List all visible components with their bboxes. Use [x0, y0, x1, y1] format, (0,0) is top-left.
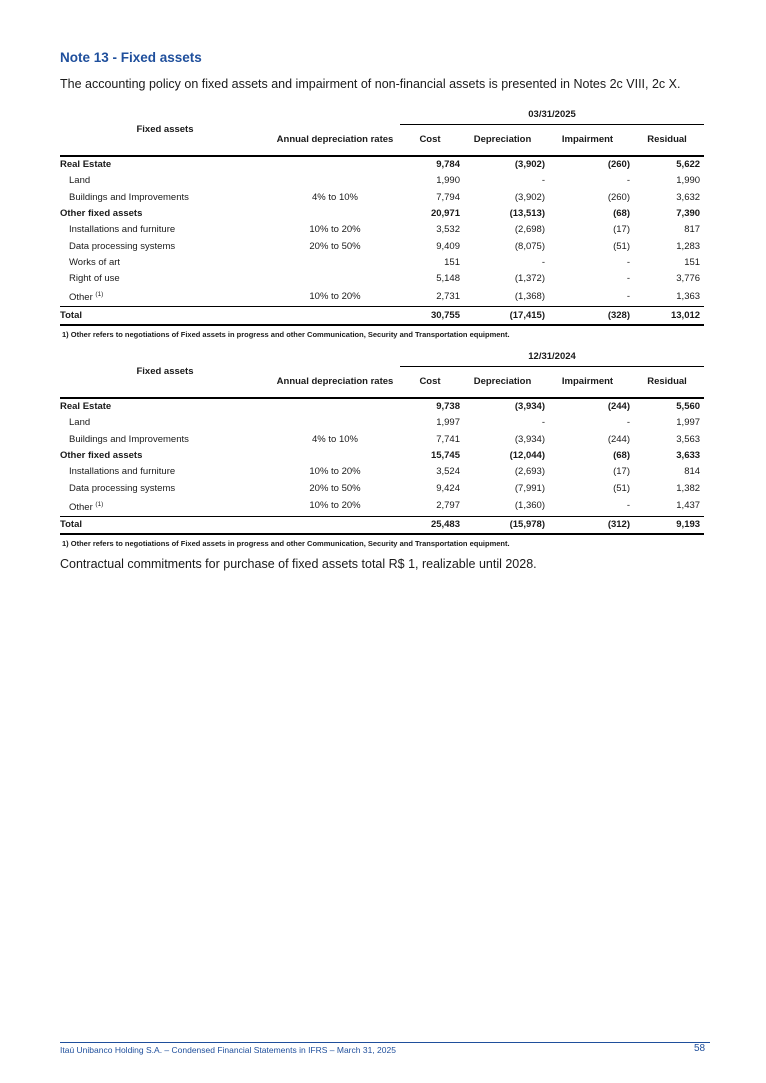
row-depreciation: -: [541, 417, 545, 429]
row-impairment: (68): [613, 208, 630, 220]
row-rate: 10% to 20%: [309, 290, 361, 302]
row-depreciation: (1,368): [514, 290, 545, 302]
row-impairment: (260): [607, 191, 630, 203]
row-rate: [270, 156, 400, 173]
row-residual: 1,990: [676, 175, 701, 187]
row-cost: 3,524: [436, 466, 460, 478]
header-residual: Residual: [630, 125, 704, 157]
row-impairment: (51): [613, 240, 630, 252]
row-label: Other fixed assets: [60, 208, 143, 220]
row-depreciation: (13,513): [509, 208, 545, 220]
row-residual: 13,012: [630, 307, 704, 325]
row-impairment: (17): [613, 466, 630, 478]
row-impairment: (260): [607, 159, 630, 171]
row-label: Installations and furniture: [69, 224, 176, 236]
row-label: Data processing systems: [69, 482, 176, 494]
row-label: Real Estate: [60, 159, 112, 171]
row-residual: 3,632: [676, 191, 701, 203]
row-impairment: -: [626, 290, 630, 302]
row-rate: [270, 206, 400, 222]
row-impairment: -: [626, 417, 630, 429]
table-row: [60, 271, 704, 287]
header-cost: Cost: [400, 125, 460, 157]
footer-company-text: Itaú Unibanco Holding S.A. – Condensed Financial Statements in IFRS – March 31, 2025: [60, 1045, 396, 1055]
row-label: Land: [69, 175, 91, 187]
row-depreciation: (12,044): [509, 450, 545, 462]
row-cost: 25,483: [400, 516, 460, 534]
row-residual: 5,622: [676, 159, 701, 171]
row-label: Buildings and Improvements: [69, 433, 189, 445]
row-residual: 7,390: [676, 208, 701, 220]
header-impairment: Impairment: [545, 125, 630, 157]
row-residual: 5,560: [676, 401, 701, 413]
row-impairment: (17): [613, 224, 630, 236]
table-row: [60, 464, 704, 480]
row-depreciation: (1,360): [514, 500, 545, 512]
row-depreciation: (17,415): [460, 307, 545, 325]
fixed-assets-table-2024: [60, 346, 704, 548]
total-row: [60, 516, 704, 534]
row-rate: [270, 255, 400, 271]
row-impairment: (312): [545, 516, 630, 534]
row-rate: [270, 516, 400, 534]
row-depreciation: -: [541, 175, 545, 187]
row-label: Right of use: [69, 273, 120, 285]
row-label: Total: [60, 516, 270, 534]
header-date: 12/31/2024: [400, 346, 704, 367]
row-residual: 1,382: [676, 482, 701, 494]
row-impairment: (244): [607, 401, 630, 413]
table-row: [60, 222, 704, 238]
table-row: [60, 156, 704, 173]
table-row: [60, 190, 704, 206]
row-label: Data processing systems: [69, 240, 176, 252]
row-rate: [270, 271, 400, 287]
table-row: [60, 432, 704, 448]
row-cost: 151: [444, 256, 460, 268]
row-cost: 1,997: [436, 417, 460, 429]
footnote-marker: (1): [95, 291, 104, 299]
row-label: Other $^{(1)}$: [69, 500, 104, 513]
row-label: Real Estate: [60, 401, 112, 413]
table-footnote: 1) Other refers to negotiations of Fixed assets in progress and other Communication, Security and Transportation equipment.: [62, 329, 510, 339]
row-residual: 3,563: [676, 433, 701, 445]
table-row: [60, 238, 704, 254]
header-impairment: Impairment: [545, 367, 630, 399]
row-residual: 1,437: [676, 500, 701, 512]
row-cost: 3,532: [436, 224, 460, 236]
row-depreciation: (3,902): [514, 191, 545, 203]
row-depreciation: (7,991): [514, 482, 545, 494]
row-rate: [270, 307, 400, 325]
row-rate: [270, 415, 400, 431]
row-residual: 1,363: [676, 290, 701, 302]
header-annual-depreciation-rates: Annual depreciation rates: [270, 367, 400, 399]
row-rate: 20% to 50%: [309, 482, 361, 494]
row-residual: 814: [684, 466, 701, 478]
table-row: [60, 287, 704, 307]
commitments-paragraph: Contractual commitments for purchase of fixed assets total R$ 1, realizable until 2028.: [60, 557, 537, 571]
row-rate: [270, 173, 400, 189]
row-rate: 10% to 20%: [309, 466, 361, 478]
page-title: Note 13 - Fixed assets: [60, 50, 202, 65]
row-cost: 9,784: [436, 159, 460, 171]
row-residual: 1,283: [676, 240, 701, 252]
row-depreciation: (1,372): [514, 273, 545, 285]
row-cost: 9,424: [436, 482, 460, 494]
intro-paragraph: The accounting policy on fixed assets and impairment of non-financial assets is presented in Notes 2c VIII, 2c X.: [60, 77, 681, 91]
row-cost: 7,741: [436, 433, 460, 445]
row-cost: 2,797: [436, 500, 460, 512]
row-label: Other fixed assets: [60, 450, 143, 462]
row-depreciation: (8,075): [514, 240, 545, 252]
row-depreciation: (3,934): [514, 433, 545, 445]
row-cost: 20,971: [430, 208, 460, 220]
row-depreciation: (15,978): [460, 516, 545, 534]
table-row: [60, 206, 704, 222]
row-impairment: (51): [613, 482, 630, 494]
table-row: [60, 173, 704, 189]
header-annual-depreciation-rates: Annual depreciation rates: [270, 125, 400, 157]
row-label: Works of art: [69, 256, 121, 268]
footnote-marker: (1): [95, 500, 104, 508]
row-rate: 10% to 20%: [309, 224, 361, 236]
row-residual: 3,776: [676, 273, 701, 285]
row-cost: 2,731: [436, 290, 460, 302]
row-impairment: -: [626, 273, 630, 285]
row-cost: 1,990: [436, 175, 460, 187]
table-row: [60, 415, 704, 431]
row-depreciation: -: [541, 256, 545, 268]
row-cost: 9,738: [436, 401, 460, 413]
table-row: [60, 497, 704, 517]
row-rate: 4% to 10%: [312, 433, 358, 445]
header-depreciation: Depreciation: [460, 125, 545, 157]
row-label: Land: [69, 417, 91, 429]
row-cost: 5,148: [436, 273, 460, 285]
row-depreciation: (2,693): [514, 466, 545, 478]
row-residual: 1,997: [676, 417, 701, 429]
row-residual: 3,633: [676, 450, 701, 462]
table-row: [60, 480, 704, 496]
total-row: [60, 307, 704, 325]
row-residual: 817: [684, 224, 701, 236]
row-impairment: -: [626, 500, 630, 512]
row-rate: 10% to 20%: [309, 500, 361, 512]
header-fixed-assets: Fixed assets: [60, 104, 270, 156]
row-label: Total: [60, 307, 270, 325]
header-date: 03/31/2025: [400, 104, 704, 125]
row-impairment: -: [626, 175, 630, 187]
row-cost: 7,794: [436, 191, 460, 203]
row-rate: 4% to 10%: [312, 191, 358, 203]
row-depreciation: (3,902): [514, 159, 545, 171]
row-impairment: (328): [545, 307, 630, 325]
row-label: Installations and furniture: [69, 466, 176, 478]
page-number: 58: [694, 1043, 706, 1054]
row-residual: 9,193: [630, 516, 704, 534]
row-impairment: (68): [613, 450, 630, 462]
row-impairment: (244): [607, 433, 630, 445]
header-cost: Cost: [400, 367, 460, 399]
row-label: Buildings and Improvements: [69, 191, 189, 203]
row-rate: [270, 448, 400, 464]
table-footnote: 1) Other refers to negotiations of Fixed assets in progress and other Communication, Security and Transportation equipment.: [62, 539, 510, 549]
row-depreciation: (2,698): [514, 224, 545, 236]
footer-divider: [60, 1042, 710, 1043]
header-residual: Residual: [630, 367, 704, 399]
row-residual: 151: [684, 256, 701, 268]
table-row: [60, 255, 704, 271]
row-cost: 9,409: [436, 240, 460, 252]
header-fixed-assets: Fixed assets: [60, 346, 270, 398]
table-row: [60, 398, 704, 415]
table-row: [60, 448, 704, 464]
row-depreciation: (3,934): [514, 401, 545, 413]
row-rate: 20% to 50%: [309, 240, 361, 252]
header-depreciation: Depreciation: [460, 367, 545, 399]
row-cost: 30,755: [400, 307, 460, 325]
row-cost: 15,745: [430, 450, 460, 462]
row-label: Other $^{(1)}$: [69, 291, 104, 304]
row-impairment: -: [626, 256, 630, 268]
fixed-assets-table-2025: [60, 104, 704, 339]
row-rate: [270, 398, 400, 415]
